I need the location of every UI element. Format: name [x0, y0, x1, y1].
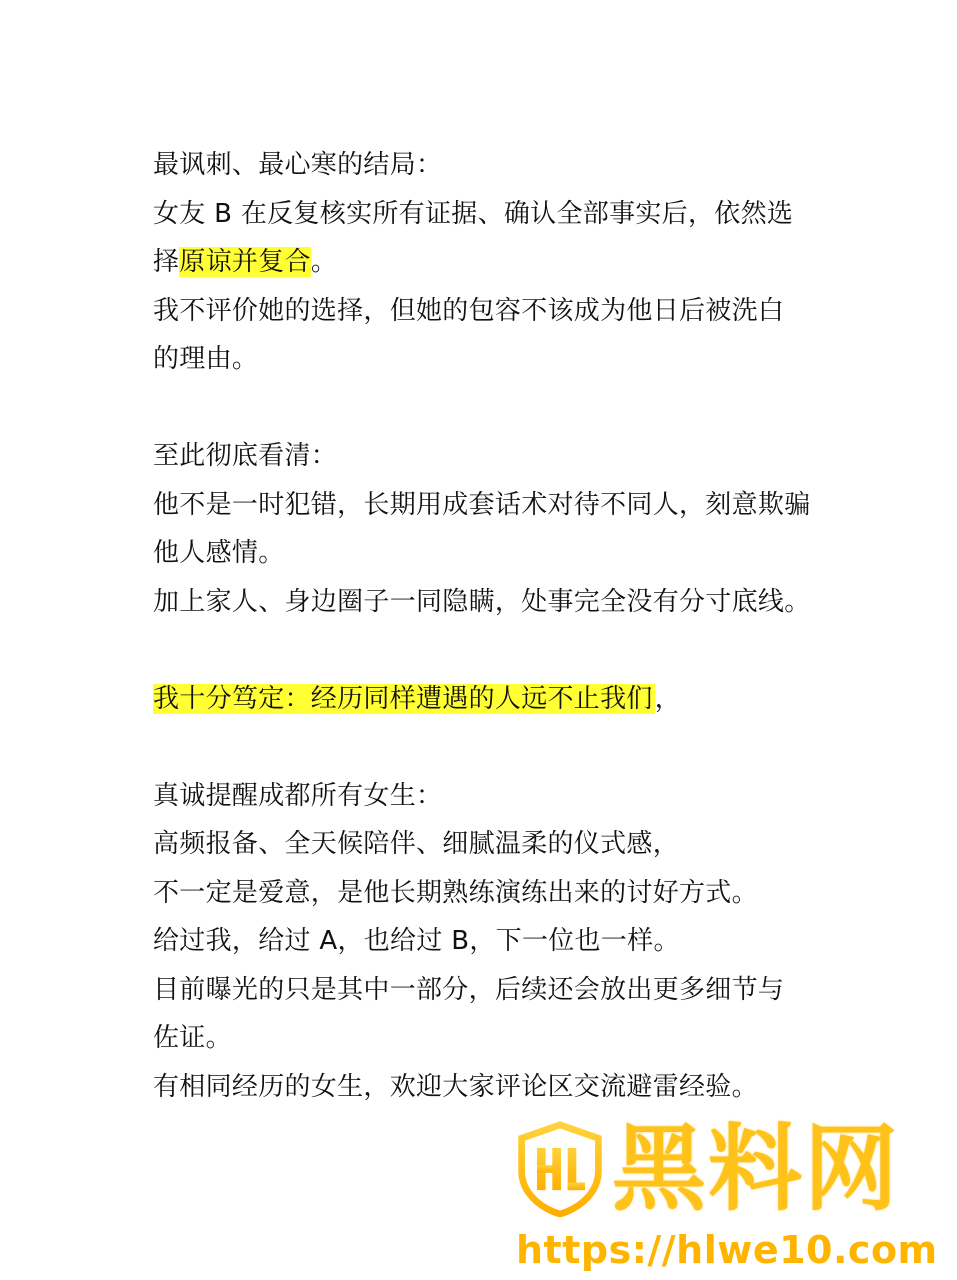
- text-line: 我不评价她的选择，但她的包容不该成为他日后被洗白: [153, 295, 785, 326]
- text-segment: ，: [654, 683, 682, 714]
- text-line: [153, 675, 833, 724]
- highlighted-text: 我十分笃定：经历同样遭遇的人远不止我们: [153, 683, 653, 714]
- text-line: 不一定是爱意，是他长期熟练演练出来的讨好方式。: [153, 877, 758, 908]
- text-line: 他不是一时犯错，长期用成套话术对待不同人，刻意欺骗: [153, 489, 811, 520]
- article-body: [153, 141, 833, 1111]
- watermark-url: https://hlwe10.com: [516, 1228, 938, 1272]
- highlighted-text: 原谅并复合: [179, 247, 311, 277]
- watermark-title: 黑料网: [612, 1115, 901, 1224]
- text-line: 最讽刺、最心寒的结局：: [153, 150, 443, 180]
- text-line: [153, 238, 833, 287]
- text-line: 加上家人、身边圈子一同隐瞒，处事完全没有分寸底线。: [153, 586, 811, 617]
- watermark: [512, 1115, 952, 1275]
- text-line: 高频报备、全天候陪伴、细腻温柔的仪式感，: [153, 829, 680, 859]
- paragraph-gap: [153, 723, 833, 772]
- text-line: 女友 B 在反复核实所有证据、确认全部事实后，依然选: [153, 198, 794, 229]
- text-segment: 择: [153, 247, 180, 277]
- text-line: 目前曝光的只是其中一部分，后续还会放出更多细节与: [153, 974, 785, 1005]
- text-segment: 。: [310, 247, 338, 277]
- text-line: 佐证。: [153, 1023, 232, 1053]
- text-line: 至此彻底看清：: [153, 441, 338, 471]
- hl-shield-logo-icon: [512, 1121, 608, 1217]
- text-line: 给过我，给过 A，也给过 B，下一位也一样。: [153, 926, 680, 956]
- text-line: 他人感情。: [153, 538, 285, 568]
- paragraph-gap: [153, 384, 833, 433]
- text-line: 有相同经历的女生，欢迎大家评论区交流避雷经验。: [153, 1071, 758, 1102]
- text-line: 的理由。: [153, 344, 259, 374]
- text-line: 真诚提醒成都所有女生：: [153, 780, 443, 811]
- paragraph-gap: [153, 626, 833, 675]
